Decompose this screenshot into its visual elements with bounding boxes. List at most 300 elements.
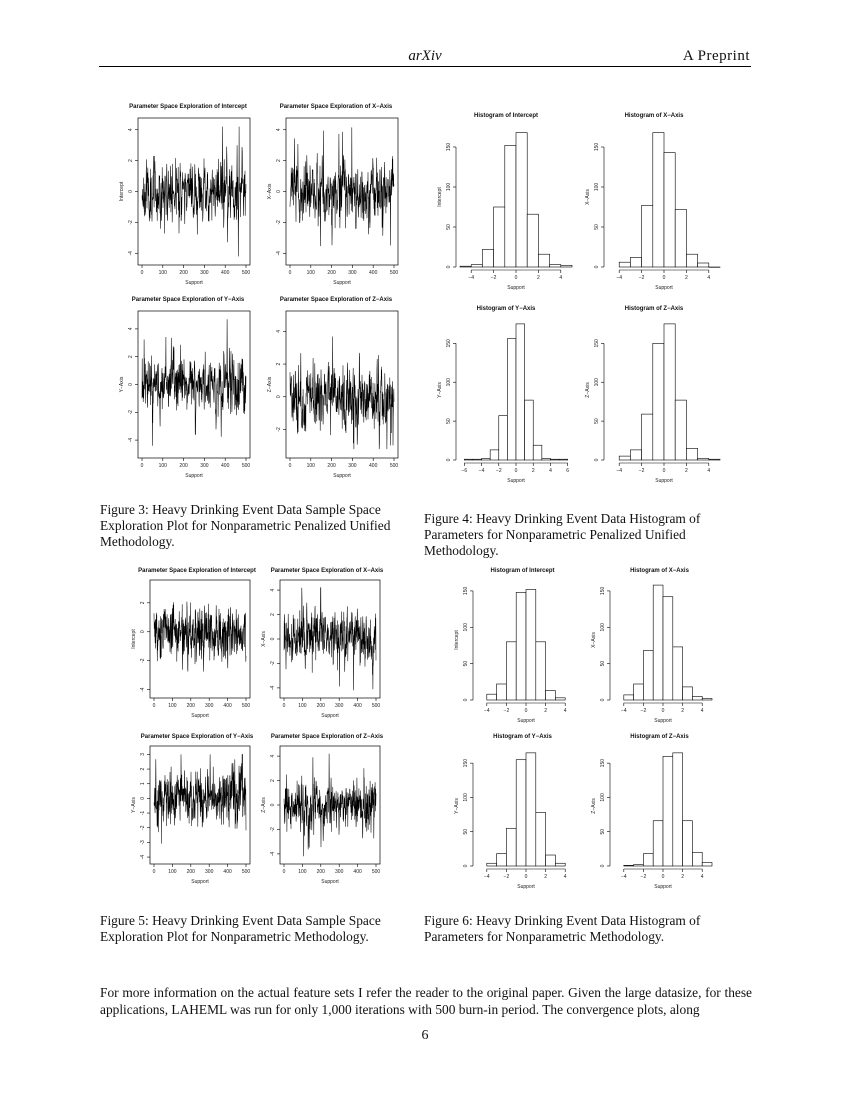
panel-title: Parameter Space Exploration of X−Axis [270,568,384,574]
x-tick-label: 0 [152,703,156,709]
fig4-panel-4 [580,306,728,496]
figure-3-caption: Figure 3: Heavy Drinking Event Data Sample Space Exploration Plot for Nonparametric Penalized Unified Methodology. [100,502,391,549]
running-header-venue: arXiv [408,48,442,64]
x-tick-label: 200 [186,703,195,709]
histogram-bar [538,254,549,267]
y-tick-label: 0 [594,265,600,269]
x-tick-label: 0 [288,270,292,276]
y-tick-label: -4 [128,251,134,256]
x-tick-label: 0 [661,874,665,880]
y-axis-label: Y−Axis [437,382,443,398]
x-tick-label: −4 [620,708,627,714]
histogram-bar [561,265,572,267]
y-axis-label: Intercept [454,630,460,650]
figure-4-caption: Figure 4: Heavy Drinking Event Data Histogram of Parameters for Nonparametric Penalized Unified Methodology. [424,511,701,558]
x-tick-label: 100 [158,270,167,276]
histogram-bar [516,760,526,866]
x-tick-label: −2 [638,275,645,281]
x-axis-label: Support [517,718,535,724]
histogram-bar [702,699,712,700]
x-tick-label: 100 [158,463,167,469]
y-tick-label: 150 [446,142,452,152]
histogram-bar [487,694,497,700]
histogram-bar [692,852,702,866]
y-tick-label: 150 [446,339,452,348]
x-tick-label: 400 [221,463,230,469]
histogram-bar [698,263,709,267]
y-tick-label: -3 [140,840,146,845]
panel-title: Parameter Space Exploration of X−Axis [279,104,393,110]
x-tick-label: 100 [306,270,315,276]
panel-plot [262,568,392,728]
x-tick-label: 500 [241,703,251,709]
x-tick-label: 300 [348,463,357,469]
x-tick-label: 2 [681,874,684,880]
y-tick-label: 2 [140,767,146,771]
fig5-panel-4 [262,734,392,894]
y-tick-label: -4 [270,685,276,691]
histogram-bar [673,647,683,700]
x-tick-label: 0 [524,874,528,880]
x-tick-label: −2 [503,874,510,880]
x-tick-label: 300 [335,869,344,875]
x-tick-label: 100 [298,869,307,875]
y-axis-label: X−Axis [261,631,267,647]
x-tick-label: 100 [306,463,315,469]
histogram-bar [653,343,664,460]
x-tick-label: 300 [205,703,214,709]
histogram-bar [683,687,693,700]
x-tick-label: 400 [353,703,362,709]
x-tick-label: 100 [168,703,177,709]
x-tick-label: 500 [371,869,381,875]
panel-title: Histogram of Y−Axis [493,734,552,740]
histogram-bar [675,400,686,460]
histogram-bar [505,145,516,267]
y-axis-label: X−Axis [267,183,273,200]
histogram-bar [460,266,471,267]
y-tick-label: 1 [140,782,146,786]
fig3-panel-4 [262,297,410,487]
x-tick-label: 300 [335,703,344,709]
panel-plot [132,568,262,728]
y-tick-label: -4 [270,851,276,857]
x-tick-label: 0 [140,463,144,469]
x-tick-label: 200 [179,463,188,469]
histogram-bar [634,865,644,866]
y-axis-label: Z−Axis [267,376,273,393]
x-tick-label: 400 [353,869,362,875]
x-tick-label: 100 [298,703,307,709]
y-tick-label: 2 [140,601,146,605]
trace-line [284,754,376,857]
histogram-bar [550,265,561,267]
x-tick-label: 2 [537,275,540,281]
x-tick-label: 500 [241,463,251,469]
histogram-bar [653,821,663,866]
x-axis-label: Support [185,473,203,479]
histogram-bar [675,209,686,267]
fig5-panel-2 [262,568,392,728]
histogram-bar [542,458,551,460]
y-tick-label: 100 [463,623,469,632]
x-tick-label: 500 [241,869,251,875]
y-tick-label: 150 [463,586,469,596]
histogram-bar [709,459,720,460]
x-axis-label: Support [321,713,339,719]
histogram-bar [516,133,527,267]
y-tick-label: 2 [128,355,134,359]
panel-title: Parameter Space Exploration of Intercept [138,568,256,574]
histogram-bar [536,642,546,700]
panel-plot [432,306,580,496]
histogram-bar [664,324,675,460]
y-tick-label: 2 [270,613,276,616]
x-tick-label: 4 [700,708,704,714]
x-tick-label: 200 [327,463,336,469]
histogram-bar [664,153,675,267]
panel-plot [114,297,262,487]
y-tick-label: 150 [594,142,600,152]
x-tick-label: 0 [662,275,666,281]
y-tick-label: -2 [140,658,146,663]
y-tick-label: -2 [270,661,276,666]
x-tick-label: 2 [681,708,684,714]
y-axis-label: Y−Axis [131,797,137,813]
x-tick-label: −2 [640,708,647,714]
x-axis-label: Support [333,473,351,479]
x-tick-label: −2 [490,275,497,281]
header-rule [99,66,751,67]
x-tick-label: 500 [389,463,399,469]
x-tick-label: 0 [514,275,518,281]
histogram-bar [494,207,505,267]
y-tick-label: 3 [140,753,146,756]
x-tick-label: −4 [483,708,490,714]
fig4-panel-2 [580,113,728,303]
histogram-bar [546,691,556,700]
x-tick-label: 400 [221,270,230,276]
panel-title: Parameter Space Exploration of Y−Axis [131,297,245,303]
x-tick-label: 200 [186,869,195,875]
y-tick-label: 150 [600,586,606,596]
histogram-bar [471,265,482,267]
y-tick-label: 100 [594,182,600,192]
x-axis-label: Support [517,884,535,890]
x-tick-label: −4 [483,874,490,880]
x-tick-label: −2 [503,708,510,714]
x-tick-label: 400 [369,270,378,276]
fig6-panel-4 [592,734,727,894]
y-tick-label: 0 [128,383,134,386]
y-tick-label: 100 [600,793,606,802]
x-tick-label: −4 [620,874,627,880]
panel-title: Histogram of Z−Axis [630,734,689,740]
panel-plot [580,113,728,303]
x-tick-label: 300 [205,869,214,875]
x-tick-label: 0 [662,468,666,474]
x-tick-label: 200 [179,270,188,276]
y-tick-label: -2 [128,410,134,415]
y-tick-label: 0 [270,637,276,641]
fig6-panel-2 [592,568,727,728]
y-tick-label: 150 [600,758,606,768]
histogram-bar [506,642,516,700]
x-tick-label: 300 [348,270,357,276]
histogram-bar [624,695,634,700]
histogram-bar [506,828,516,866]
y-axis-label: Intercept [131,629,137,649]
y-tick-label: -2 [276,220,282,225]
fig5-panel-1 [132,568,262,728]
y-tick-label: -4 [128,437,134,443]
y-axis-label: Z−Axis [585,382,591,398]
histogram-bar [526,753,536,866]
page-number: 6 [421,1028,429,1043]
panel-plot [114,104,262,294]
histogram-bar [653,585,663,700]
x-tick-label: 200 [327,270,336,276]
y-tick-label: -4 [140,854,146,860]
histogram-bar [692,696,702,700]
running-header-label: A Preprint [682,48,750,64]
y-tick-label: 2 [276,362,282,366]
histogram-bar [643,651,653,700]
y-axis-label: Intercept [437,187,443,207]
y-tick-label: -4 [140,687,146,692]
histogram-bar [550,459,559,460]
histogram-bar [643,854,653,866]
y-tick-label: 100 [594,378,600,387]
trace-line [290,337,394,450]
x-tick-label: 400 [369,463,378,469]
histogram-bar [464,459,473,460]
x-tick-label: 4 [563,708,567,714]
histogram-bar [555,698,565,700]
histogram-bar [653,133,664,267]
y-axis-label: Intercept [119,181,125,202]
x-tick-label: 4 [707,468,711,474]
panel-title: Histogram of X−Axis [630,568,689,574]
histogram-bar [698,458,709,460]
y-tick-label: 4 [270,754,276,758]
histogram-bar [527,214,538,267]
histogram-bar [559,459,568,460]
histogram-bar [497,854,507,866]
x-axis-label: Support [507,285,525,291]
histogram-bar [555,863,565,866]
y-tick-label: 2 [128,159,134,163]
x-tick-label: 2 [531,468,535,474]
x-tick-label: 400 [223,869,232,875]
y-tick-label: 50 [446,224,452,230]
y-tick-label: 50 [446,418,452,424]
x-tick-label: 4 [700,874,704,880]
y-axis-label: X−Axis [591,632,597,648]
y-tick-label: 4 [276,128,282,132]
y-tick-label: 0 [270,803,276,807]
histogram-bar [525,400,534,460]
y-tick-label: 0 [463,698,469,702]
histogram-bar [663,597,673,700]
trace-line [154,754,246,843]
histogram-bar [624,865,634,866]
panel-title: Parameter Space Exploration of Z−Axis [279,297,393,303]
histogram-bar [630,450,641,460]
fig5-panel-3 [132,734,262,894]
fig6-panel-3 [455,734,590,894]
x-tick-label: 300 [200,270,209,276]
y-tick-label: 4 [270,588,276,592]
histogram-bar [702,863,712,866]
histogram-bar [482,249,493,267]
panel-title: Parameter Space Exploration of Y−Axis [140,734,254,740]
y-axis-label: X−Axis [585,189,591,205]
y-tick-label: 0 [276,190,282,193]
histogram-bar [686,448,697,460]
x-tick-label: 500 [241,270,251,276]
x-tick-label: 2 [685,275,688,281]
x-tick-label: −6 [461,468,468,474]
y-tick-label: 0 [446,265,452,269]
x-tick-label: 0 [152,869,156,875]
x-axis-label: Support [654,718,672,724]
trace-line [142,127,246,257]
x-tick-label: −2 [640,874,647,880]
figure-6-caption: Figure 6: Heavy Drinking Event Data Histogram of Parameters for Nonparametric Methodology. [424,913,701,944]
y-tick-label: 0 [594,458,600,462]
y-tick-label: -2 [128,220,134,225]
y-tick-label: 0 [140,630,146,634]
x-tick-label: 0 [661,708,665,714]
y-tick-label: 100 [463,793,469,802]
panel-plot [262,104,410,294]
histogram-bar [533,445,542,460]
y-tick-label: 50 [594,224,600,230]
histogram-bar [536,813,546,866]
y-tick-label: 0 [446,458,452,462]
x-axis-label: Support [185,280,203,286]
y-tick-label: 0 [463,864,469,868]
x-axis-label: Support [191,879,209,885]
y-tick-label: 100 [446,378,452,387]
panel-title: Histogram of Z−Axis [624,306,684,312]
histogram-bar [683,821,693,866]
panel-title: Histogram of Intercept [490,568,555,574]
panel-plot [592,734,727,894]
x-tick-label: 100 [168,869,177,875]
fig4-panel-3 [432,306,580,496]
x-tick-label: 200 [316,869,325,875]
figure-5-caption: Figure 5: Heavy Drinking Event Data Sample Space Exploration Plot for Nonparametric Methodology. [100,913,381,944]
y-tick-label: 100 [600,623,606,632]
x-tick-label: 200 [316,703,325,709]
y-tick-label: 4 [128,327,134,331]
x-tick-label: 4 [549,468,552,474]
y-tick-label: -2 [140,825,146,830]
histogram-bar [482,458,491,460]
y-tick-label: 50 [463,660,469,667]
histogram-bar [642,414,653,460]
histogram-bar [487,863,497,866]
x-tick-label: 6 [566,468,570,474]
x-tick-label: −4 [616,275,623,281]
histogram-bar [686,254,697,267]
histogram-bar [630,257,641,267]
y-axis-label: Z−Axis [261,797,267,813]
panel-plot [455,734,590,894]
histogram-bar [497,684,507,700]
trace-line [154,602,246,672]
x-tick-label: 0 [282,869,286,875]
fig6-panel-1 [455,568,590,728]
x-tick-label: 500 [389,270,399,276]
fig3-panel-3 [114,297,262,487]
y-tick-label: 50 [600,660,606,667]
x-tick-label: 4 [563,874,567,880]
x-tick-label: 500 [371,703,381,709]
panel-title: Parameter Space Exploration of Intercept [129,104,247,110]
histogram-bar [490,450,499,460]
panel-plot [432,113,580,303]
histogram-bar [673,753,683,866]
panel-plot [592,568,727,728]
histogram-bar [663,756,673,866]
histogram-bar [499,416,508,460]
x-tick-label: 2 [544,874,547,880]
x-tick-label: 400 [223,703,232,709]
y-axis-label: Z−Axis [591,798,597,814]
fig3-panel-1 [114,104,262,294]
x-tick-label: 300 [200,463,209,469]
x-tick-label: −2 [495,468,502,474]
y-tick-label: 0 [128,190,134,193]
x-axis-label: Support [333,280,351,286]
y-tick-label: -1 [140,810,146,816]
y-axis-label: Y−Axis [119,376,125,393]
y-tick-label: 0 [276,395,282,399]
panel-plot [455,568,590,728]
y-axis-label: Y−Axis [454,798,460,814]
y-tick-label: -2 [276,427,282,432]
trace-line [290,127,394,246]
x-axis-label: Support [321,879,339,885]
panel-plot [580,306,728,496]
panel-plot [132,734,262,894]
x-axis-label: Support [655,478,673,484]
panel-title: Histogram of X−Axis [624,113,684,119]
y-tick-label: 2 [270,779,276,782]
y-tick-label: 150 [594,339,600,348]
body-paragraph: For more information on the actual feature sets I refer the reader to the original paper. Given the large datasize, for these applications, LAHEML was run for only 1,000 iterations with 500 burn-in period. The convergence plots, along [100,985,752,1017]
histogram-bar [634,684,644,700]
y-tick-label: -2 [270,827,276,832]
x-tick-label: 0 [514,468,518,474]
fig4-panel-1 [432,113,580,303]
x-tick-label: 2 [685,468,688,474]
x-axis-label: Support [507,478,525,484]
x-tick-label: −4 [616,468,623,474]
y-tick-label: -4 [276,251,282,256]
y-tick-label: 4 [276,329,282,333]
y-tick-label: 0 [140,797,146,800]
y-tick-label: 50 [463,828,469,835]
y-tick-label: 0 [600,698,606,702]
fig3-panel-2 [262,104,410,294]
x-tick-label: 4 [559,275,563,281]
x-tick-label: 0 [282,703,286,709]
x-tick-label: 0 [288,463,292,469]
